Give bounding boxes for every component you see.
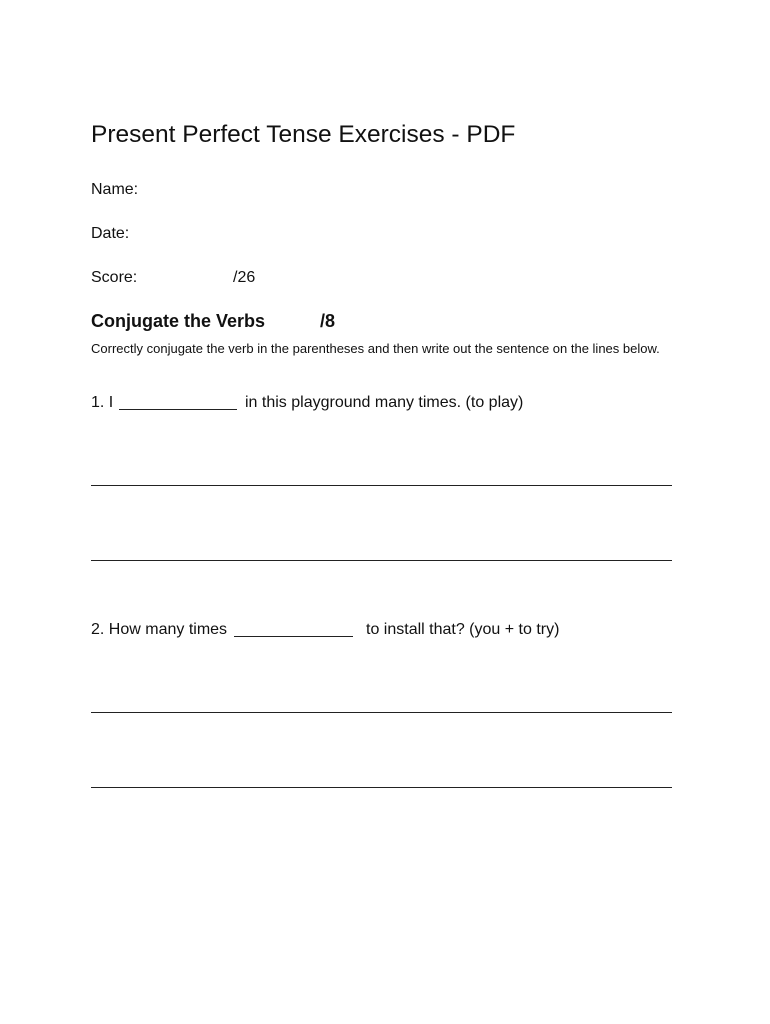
question-2-prefix: 2. How many times xyxy=(91,621,228,638)
question-1-prefix: 1. I xyxy=(91,394,114,411)
question-2-blank[interactable] xyxy=(234,636,353,637)
score-label: Score: xyxy=(91,269,138,286)
section-title: Conjugate the Verbs xyxy=(91,311,266,331)
question-1-blank[interactable] xyxy=(119,409,237,410)
question-2-answer-line-1[interactable] xyxy=(91,712,672,713)
section-instructions: Correctly conjugate the verb in the parentheses and then write out the sentence on the lines below. xyxy=(91,341,660,356)
question-1-suffix: in this playground many times. (to play) xyxy=(245,394,524,411)
question-2-answer-line-2[interactable] xyxy=(91,787,672,788)
section-points: /8 xyxy=(320,311,336,331)
date-label: Date: xyxy=(91,225,130,242)
question-2-suffix: to install that? (you + to try) xyxy=(366,621,560,638)
page-title: Present Perfect Tense Exercises - PDF xyxy=(91,121,516,148)
question-1-answer-line-2[interactable] xyxy=(91,560,672,561)
question-1-answer-line-1[interactable] xyxy=(91,485,672,486)
score-total: /26 xyxy=(233,269,256,286)
name-label: Name: xyxy=(91,181,139,198)
